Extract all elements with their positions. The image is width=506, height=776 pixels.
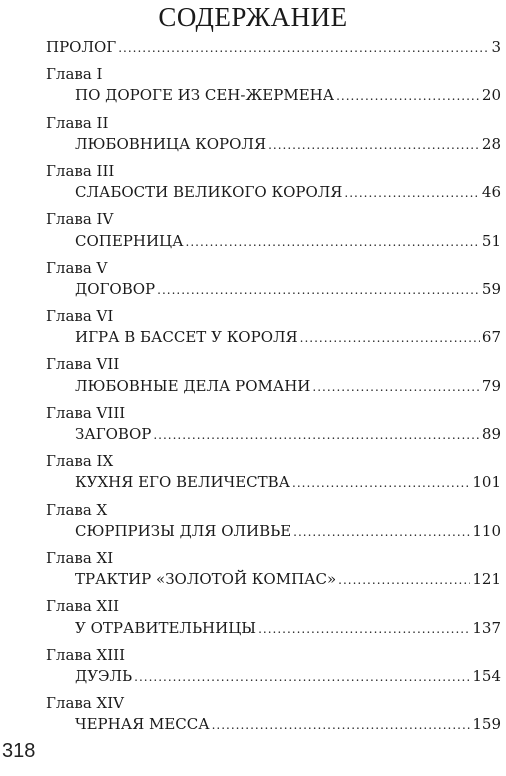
chapter-number: Глава VI: [46, 307, 114, 326]
toc-entry: [46, 62, 501, 110]
entry-title: ЛЮБОВНЫЕ ДЕЛА РОМАНИ: [75, 376, 311, 395]
entry-page-number: 28: [481, 134, 501, 153]
dot-leader: [157, 283, 480, 297]
chapter-title-row: [46, 86, 501, 110]
chapter-number: Глава XI: [46, 548, 114, 567]
entry-page-number: 67: [481, 328, 501, 347]
toc-entry: [46, 691, 501, 739]
entry-title: ИГРА В БАССЕТ У КОРОЛЯ: [75, 328, 298, 347]
entry-page-number: 101: [472, 473, 501, 492]
chapter-number: Глава III: [46, 161, 115, 180]
entry-title: ЛЮБОВНИЦА КОРОЛЯ: [75, 134, 267, 153]
toc-entry: [46, 546, 501, 594]
entry-page-number: 110: [472, 521, 501, 540]
entry-page-number: 79: [481, 376, 501, 395]
toc-entry: [46, 401, 501, 449]
toc-entry: [46, 449, 501, 497]
entry-title: СЮРПРИЗЫ ДЛЯ ОЛИВЬЕ: [75, 521, 292, 540]
chapter-number: Глава XII: [46, 597, 120, 616]
page-title: СОДЕРЖАНИЕ: [158, 2, 348, 32]
chapter-title-row: [46, 328, 501, 352]
dot-leader: [268, 138, 480, 152]
dot-leader: [293, 525, 470, 539]
entry-page-number: 3: [491, 38, 501, 56]
chapter-title-row: [46, 715, 501, 739]
dot-leader: [258, 622, 470, 636]
dot-leader: [153, 428, 480, 442]
dot-leader: [186, 235, 480, 249]
dot-leader: [300, 331, 480, 345]
toc-entry: [46, 111, 501, 159]
chapter-number: Глава IV: [46, 210, 114, 229]
entry-title: ДУЭЛЬ: [75, 666, 133, 685]
table-of-contents: [46, 38, 501, 739]
toc-entry: [46, 498, 501, 546]
entry-page-number: 46: [481, 183, 501, 202]
chapter-title-row: [46, 619, 501, 643]
chapter-number: Глава IX: [46, 452, 114, 471]
chapter-title-row: [46, 280, 501, 304]
entry-page-number: 137: [472, 618, 501, 637]
chapter-number: Глава V: [46, 258, 108, 277]
chapter-number: Глава XIV: [46, 694, 124, 713]
chapter-number: Глава X: [46, 500, 108, 519]
entry-page-number: 159: [472, 715, 501, 734]
entry-title: ДОГОВОР: [75, 279, 156, 298]
toc-entry: [46, 159, 501, 207]
entry-page-number: 51: [481, 231, 501, 250]
toc-entry: [46, 304, 501, 352]
entry-title: ЧЕРНАЯ МЕССА: [75, 715, 210, 734]
dot-leader: [212, 718, 471, 732]
entry-title: КУХНЯ ЕГО ВЕЛИЧЕСТВА: [75, 473, 291, 492]
entry-page-number: 154: [472, 666, 501, 685]
chapter-title-row: [46, 183, 501, 207]
dot-leader: [336, 89, 480, 103]
chapter-title-row: [46, 522, 501, 546]
chapter-number: Глава I: [46, 65, 103, 84]
chapter-number: Глава VIII: [46, 403, 126, 422]
toc-entry: [46, 352, 501, 400]
chapter-number: Глава II: [46, 113, 109, 132]
chapter-number: Глава XIII: [46, 645, 126, 664]
toc-entry: [46, 643, 501, 691]
chapter-title-row: [46, 667, 501, 691]
entry-title: У ОТРАВИТЕЛЬНИЦЫ: [75, 618, 257, 637]
chapter-title-row: [46, 377, 501, 401]
chapter-number: Глава VII: [46, 355, 120, 374]
chapter-title-row: [46, 135, 501, 159]
dot-leader: [338, 573, 470, 587]
page-number: 318: [2, 740, 36, 762]
toc-entry: [46, 594, 501, 642]
entry-title: ПРОЛОГ: [46, 38, 117, 56]
dot-leader: [344, 186, 479, 200]
entry-page-number: 121: [472, 570, 501, 589]
entry-title: ЗАГОВОР: [75, 425, 152, 443]
entry-title: ПО ДОРОГЕ ИЗ СЕН-ЖЕРМЕНА: [75, 86, 335, 105]
entry-page-number: 89: [481, 425, 501, 443]
toc-entry-prologue: [46, 38, 501, 62]
chapter-list: [46, 62, 501, 739]
chapter-title-row: [46, 473, 501, 497]
dot-leader: [312, 380, 480, 394]
entry-title: ТРАКТИР «ЗОЛОТОЙ КОМПАС»: [75, 570, 337, 589]
chapter-title-row: [46, 232, 501, 256]
entry-title: СЛАБОСТИ ВЕЛИКОГО КОРОЛЯ: [75, 183, 343, 202]
dot-leader: [134, 670, 470, 684]
toc-entry: [46, 207, 501, 255]
entry-title: СОПЕРНИЦА: [75, 231, 184, 250]
dot-leader: [118, 41, 489, 55]
dot-leader: [292, 476, 470, 490]
chapter-title-row: [46, 425, 501, 449]
entry-page-number: 59: [481, 279, 501, 298]
entry-page-number: 20: [481, 86, 501, 105]
chapter-title-row: [46, 570, 501, 594]
toc-entry: [46, 256, 501, 304]
